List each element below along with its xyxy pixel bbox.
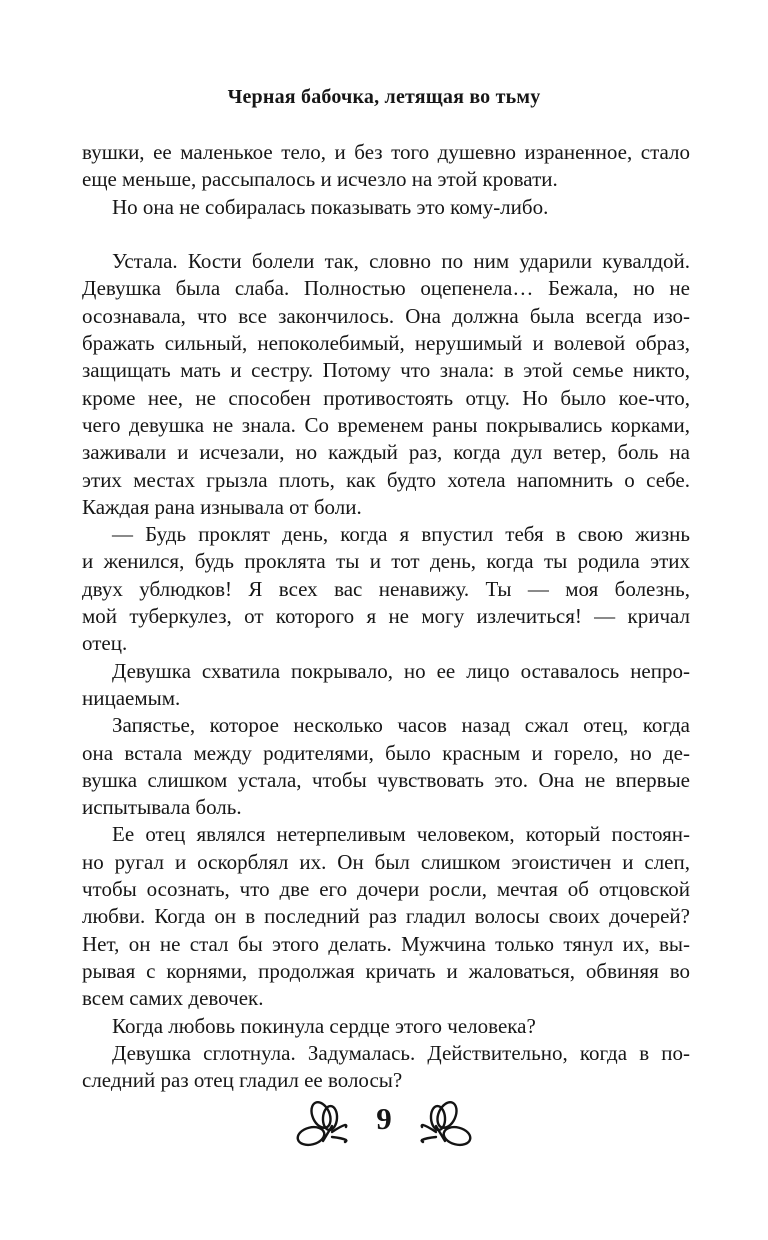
text-line: еще меньше, рассыпалось и исчезло на этой кровати. <box>82 167 558 192</box>
text-line: Устала. Кости болели так, словно по ним ударили кувалдой. <box>112 249 690 274</box>
text-line: испытывала боль. <box>82 795 242 820</box>
text-line: но ругал и оскорблял их. Он был слишком эгоистичен и слеп, <box>82 849 690 874</box>
paragraph <box>82 248 690 521</box>
text-line: Но она не собиралась показывать это кому-либо. <box>112 194 549 219</box>
running-title: Черная бабочка, летящая во тьму <box>227 86 541 108</box>
text-line: кроме нее, не способен противостоять отцу. Но было кое-что, <box>82 385 690 410</box>
text-line: двух ублюдков! Я всех вас ненавижу. Ты — моя болезнь, <box>82 576 690 601</box>
text-line: Когда любовь покинула сердце этого человека? <box>112 1013 536 1038</box>
text-line: Ее отец являлся нетерпеливым человеком, который постоян- <box>112 822 690 847</box>
text-line: бражать сильный, непоколебимый, нерушимый и волевой образ, <box>82 331 690 356</box>
text-line: этих местах грызла плоть, как будто хотела напомнить о себе. <box>82 467 690 492</box>
paragraph <box>82 821 690 1012</box>
text-line: всем самих девочек. <box>82 986 264 1011</box>
paragraph <box>82 139 690 194</box>
text-line: ницаемым. <box>82 685 181 710</box>
butterfly-ornament-left-icon <box>296 1096 352 1152</box>
paragraph <box>82 1013 690 1040</box>
text-line: Девушка была слаба. Полностью оцепенела… Бежала, но не <box>82 276 690 301</box>
text-line: заживали и исчезали, но каждый раз, когда дул ветер, боль на <box>82 440 690 465</box>
butterfly-ornament-right-icon <box>416 1096 472 1152</box>
paragraph <box>82 658 690 713</box>
text-line: следний раз отец гладил ее волосы? <box>82 1068 403 1093</box>
text-line: Девушка схватила покрывало, но ее лицо оставалось непро- <box>112 658 690 683</box>
text-line: вушки, ее маленькое тело, и без того душевно израненное, стало <box>82 140 690 164</box>
text-line: Запястье, которое несколько часов назад сжал отец, когда <box>112 713 690 738</box>
text-line: — Будь проклят день, когда я впустил тебя в свою жизнь <box>112 522 690 547</box>
paragraph <box>82 521 690 657</box>
text-line: она встала между родителями, было красным и горело, но де- <box>82 740 690 765</box>
paragraph <box>82 1040 690 1095</box>
paragraph <box>82 194 690 221</box>
text-line: осознавала, что все закончилось. Она должна была всегда изо- <box>82 303 690 328</box>
page-number: 9 <box>376 1100 392 1136</box>
text-line: отец. <box>82 631 128 656</box>
text-line: Каждая рана изнывала от боли. <box>82 494 362 519</box>
paragraph <box>82 712 690 821</box>
text-line: защищать мать и сестру. Потому что знала: в этой семье никто, <box>82 358 690 383</box>
text-line: Нет, он не стал бы этого делать. Мужчина только тянул их, вы- <box>82 931 690 956</box>
text-line: вушка слишком устала, чтобы чувствовать это. Она не впервые <box>82 767 690 792</box>
text-line: мой туберкулез, от которого я не могу излечиться! — кричал <box>82 604 690 629</box>
text-block <box>82 139 690 1094</box>
page-footer <box>0 1096 768 1152</box>
text-line: и женился, будь проклята ты и тот день, когда ты родила этих <box>82 549 690 574</box>
text-line: рывая с корнями, продолжая кричать и жаловаться, обвиняя во <box>82 958 690 983</box>
text-line: чего девушка не знала. Со временем раны покрывались корками, <box>82 412 690 437</box>
text-line: чтобы осознать, что две его дочери росли, мечтая об отцовской <box>82 877 690 902</box>
text-line: Девушка сглотнула. Задумалась. Действительно, когда в по- <box>112 1040 690 1065</box>
text-line: любви. Когда он в последний раз гладил волосы своих дочерей? <box>82 904 690 929</box>
